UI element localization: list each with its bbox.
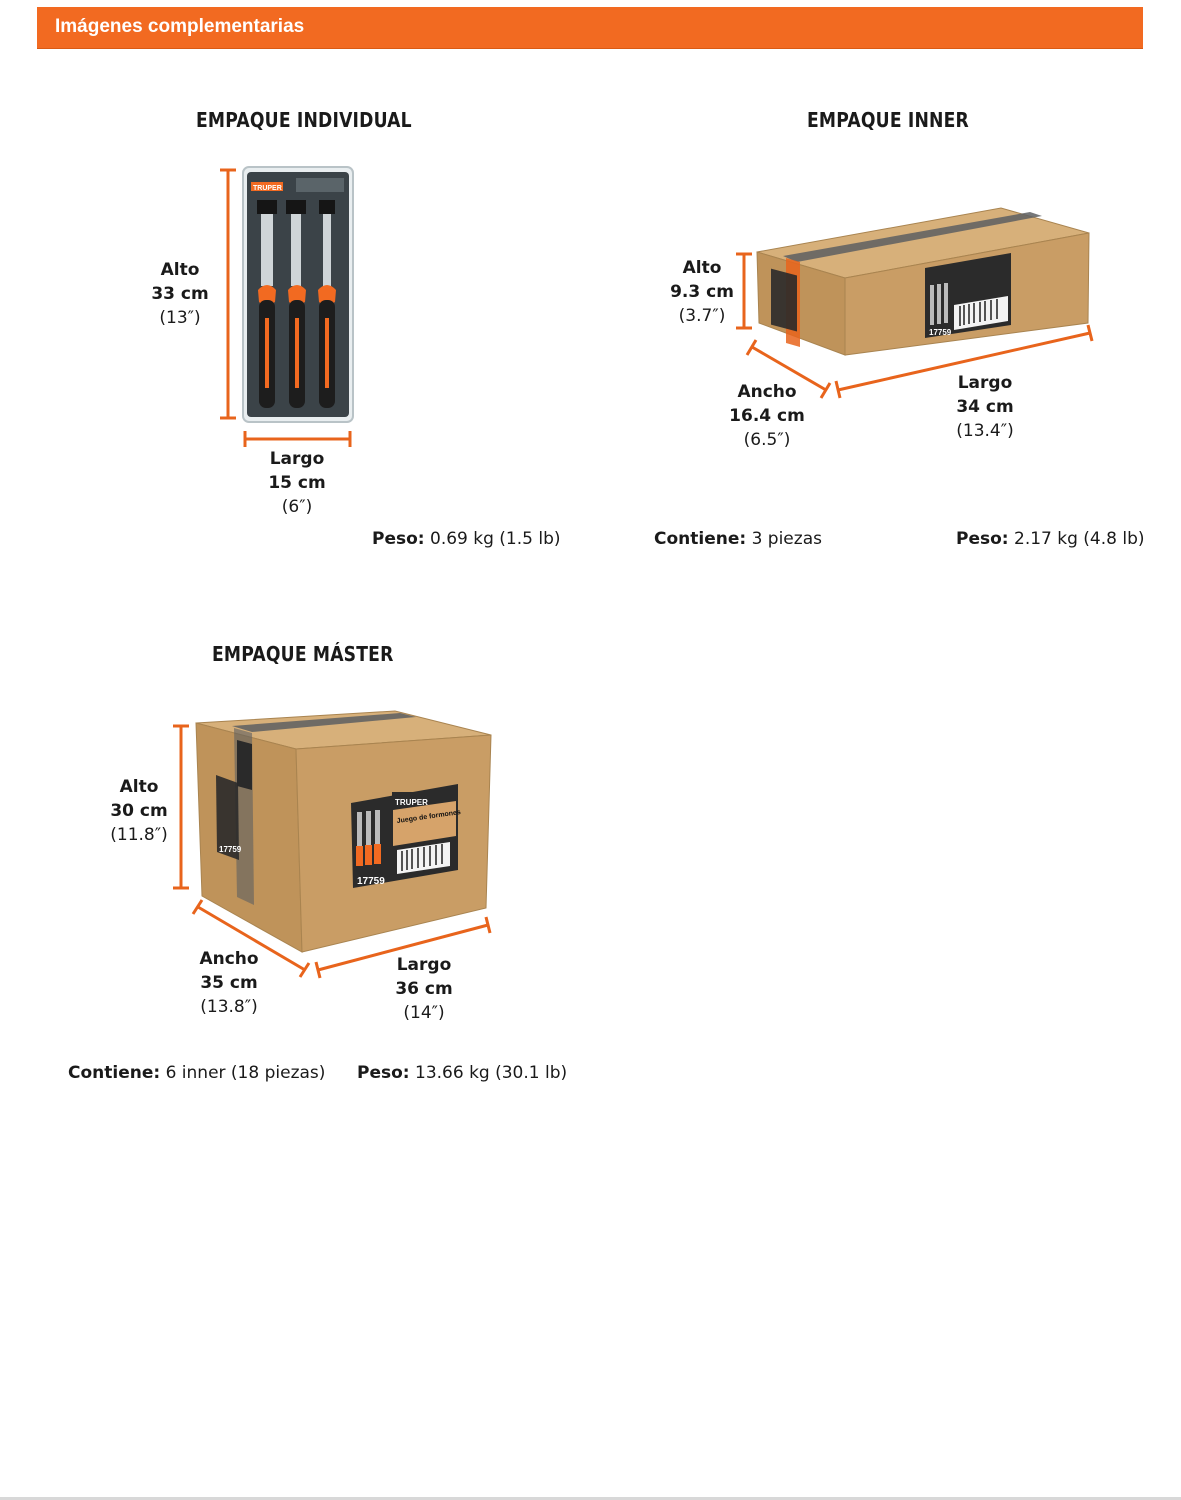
banner-title: Imágenes complementarias xyxy=(55,16,305,37)
inner-peso: Peso: 2.17 kg (4.8 lb) xyxy=(956,529,1145,549)
master-side-code: 17759 xyxy=(219,845,242,854)
master-alto-label: Alto 30 cm (11.8″) xyxy=(110,777,168,845)
individual-package-image xyxy=(243,167,353,422)
master-product-name: Juego de formones xyxy=(396,809,462,825)
master-contiene: Contiene: 6 inner (18 piezas) xyxy=(68,1063,326,1083)
master-brand-logo: TRUPER xyxy=(395,798,428,807)
master-largo-label: Largo 36 cm (14″) xyxy=(395,955,453,1023)
individual-peso: Peso: 0.69 kg (1.5 lb) xyxy=(372,529,561,549)
individual-brand-logo: TRUPER xyxy=(253,185,282,192)
inner-box-code: 17759 xyxy=(929,328,952,337)
master-box-image xyxy=(196,711,491,952)
inner-largo-label: Largo 34 cm (13.4″) xyxy=(956,373,1014,441)
individual-alto-label: Alto 33 cm (13″) xyxy=(151,260,209,328)
inner-box-image xyxy=(757,208,1089,355)
master-ancho-label: Ancho 35 cm (13.8″) xyxy=(199,949,259,1017)
inner-contiene: Contiene: 3 piezas xyxy=(654,529,822,549)
inner-title: EMPAQUE INNER xyxy=(807,108,969,132)
master-title: EMPAQUE MÁSTER xyxy=(212,642,394,666)
individual-largo-label: Largo 15 cm (6″) xyxy=(268,449,326,517)
inner-ancho-label: Ancho 16.4 cm (6.5″) xyxy=(729,382,805,450)
individual-title: EMPAQUE INDIVIDUAL xyxy=(196,108,412,132)
inner-alto-label: Alto 9.3 cm (3.7″) xyxy=(670,258,734,326)
master-peso: Peso: 13.66 kg (30.1 lb) xyxy=(357,1063,568,1083)
master-box-code: 17759 xyxy=(357,876,385,887)
